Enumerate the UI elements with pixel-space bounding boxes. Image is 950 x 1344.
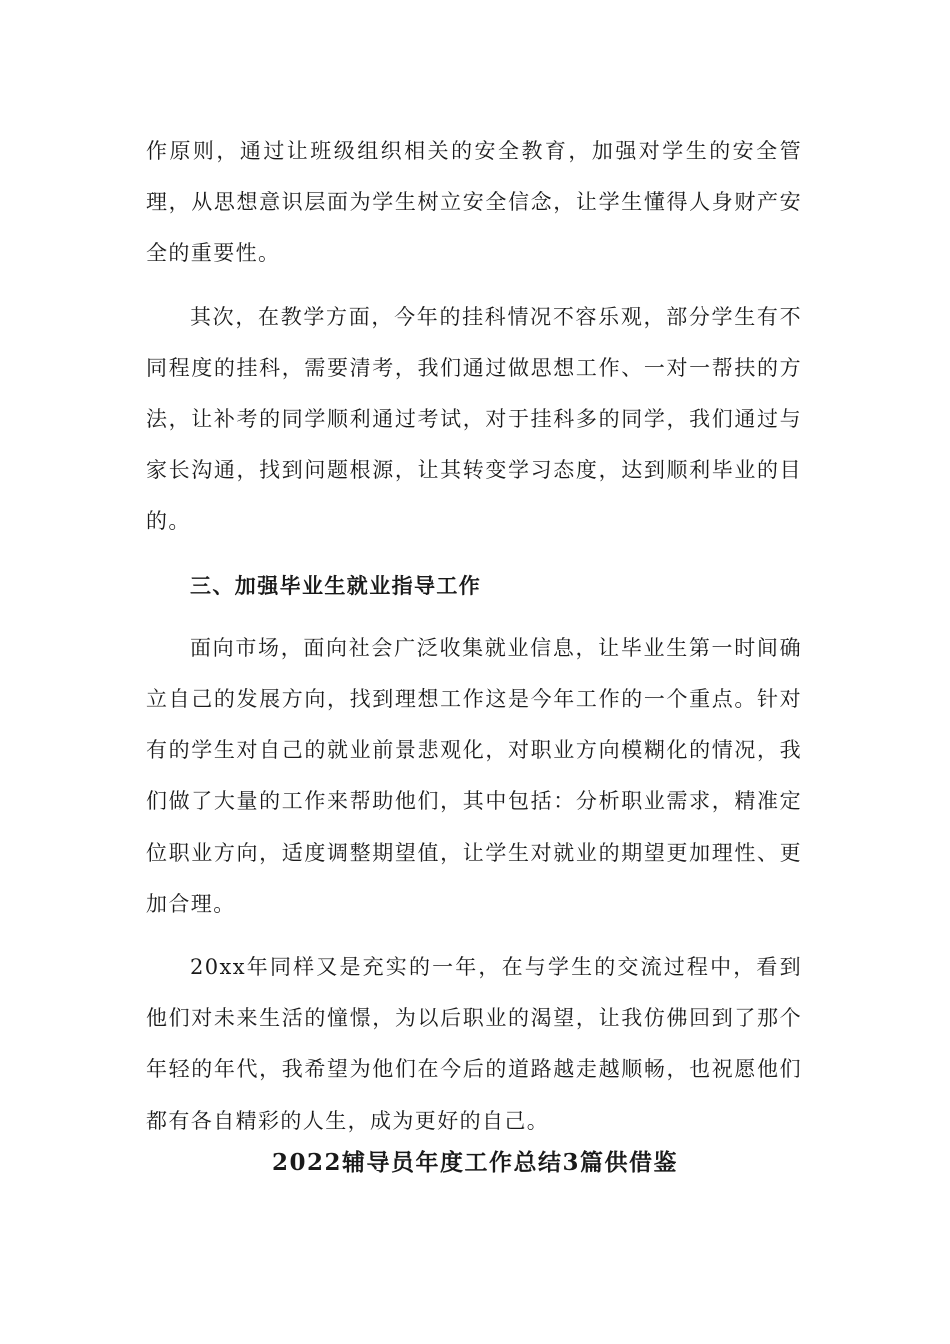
paragraph-employment: 面向市场，面向社会广泛收集就业信息，让毕业生第一时间确立自己的发展方向，找到理想工作这是今年工作的一个重点。针对有的学生对自己的就业前景悲观化，对职业方向模糊化的情况，我们做了大量的工作来帮助他们，其中包括：分析职业需求，精准定位职业方向，适度调整期望值，让学生对就业的期望更加理性、更加合理。 bbox=[146, 635, 802, 916]
paragraph-closing: 20xx年同样又是充实的一年，在与学生的交流过程中，看到他们对未来生活的憧憬，为以后职业的渴望，让我仿佛回到了那个年轻的年代，我希望为他们在今后的道路越走越顺畅，也祝愿他们都有各自精彩的人生，成为更好的自己。 bbox=[146, 955, 802, 1133]
paragraph-teaching: 其次，在教学方面，今年的挂科情况不容乐观，部分学生有不同程度的挂科，需要清考，我们通过做思想工作、一对一帮扶的方法，让补考的同学顺利通过考试，对于挂科多的同学，我们通过与家长沟通，找到问题根源，让其转变学习态度，达到顺利毕业的目的。 bbox=[146, 304, 802, 534]
document-body bbox=[146, 126, 802, 1147]
paragraph-continued: 作原则，通过让班级组织相关的安全教育，加强对学生的安全管理，从思想意识层面为学生树立安全信念，让学生懂得人身财产安全的重要性。 bbox=[146, 139, 802, 266]
next-document-title: 2022辅导员年度工作总结3篇供借鉴 bbox=[271, 1149, 679, 1176]
section-heading: 三、加强毕业生就业指导工作 bbox=[190, 572, 482, 598]
